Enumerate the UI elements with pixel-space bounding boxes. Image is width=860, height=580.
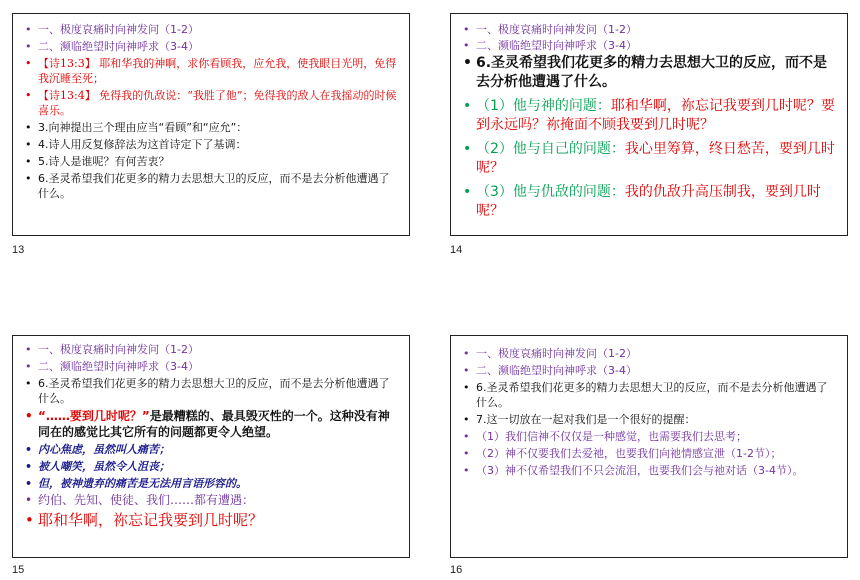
line-text: 耶和华啊，祢忘记我要到几时呢？ [38,511,264,529]
page-number: 15 [12,564,25,576]
slide-line: • 【诗13:4】 免得我的仇敌说：“我胜了他”；免得我的敌人在我摇动的时候喜乐。 [25,89,397,117]
line-text: 一、极度哀痛时向神发问（1-2） [476,347,637,360]
slide-line: • （1）他与神的问题：耶和华啊，祢忘记我要到几时呢？要到永远吗？祢掩面不顾我要到几时呢？ [463,98,835,133]
slide-line: • 6.圣灵希望我们花更多的精力去思想大卫的反应，而不是去分析他遭遇了什么。 [463,381,828,409]
slide-15 [12,335,410,558]
slide-line: • （2）他与自己的问题：我心里筹算，终日愁苦，要到几时呢？ [463,141,835,176]
slide-line: • 5.诗人是谁呢？有何苦衷？ [25,155,170,168]
line-text: 我心里筹算，终日愁苦，要到几时呢？ [476,141,835,176]
line-text: 被人嘲笑，虽然令人沮丧； [38,460,170,473]
line-text: 内心焦虑，虽然叫人痛苦； [38,443,170,456]
slide-line: • 二、濒临绝望时向神呼求（3-4） [25,360,199,373]
page-number: 13 [12,244,25,256]
slide-line: • 【诗13:3】 耶和华我的神啊，求你看顾我，应允我，使我眼目光明，免得我沉睡至死； [25,57,397,85]
slide-line: • （3）神不仅希望我们不只会流泪，也要我们会与祂对话（3-4节）。 [463,464,804,477]
line-text: 6.圣灵希望我们花更多的精力去思想大卫的反应，而不是去分析他遭遇了什么。 [38,172,390,200]
line-text: 6.圣灵希望我们花更多的精力去思想大卫的反应，而不是去分析他遭遇了什么。 [476,381,828,409]
line-text: 二、濒临绝望时向神呼求（3-4） [476,364,637,377]
line-text: 5.诗人是谁呢？有何苦衷？ [38,155,170,168]
line-text: 一、极度哀痛时向神发问（1-2） [38,343,199,356]
page-number: 14 [450,244,463,256]
line-text: 约伯、先知、使徒、我们……都有遭遇： [38,493,255,507]
slide-line: • 一、极度哀痛时向神发问（1-2） [25,343,199,356]
slide-line: • 二、濒临绝望时向神呼求（3-4） [463,39,637,52]
slide-line: • 约伯、先知、使徒、我们……都有遭遇： [25,493,255,507]
slide-line: • “……要到几时呢？”是最糟糕的、最具毁灭性的一个。这种没有神同在的感觉比其它所有的问题都更令人绝望。 [25,409,390,439]
slide-line: • 内心焦虑，虽然叫人痛苦； [25,443,170,456]
line-text: 二、濒临绝望时向神呼求（3-4） [476,39,637,52]
line-text: 是最糟糕的、最具毁灭性的一个。这种没有神同在的感觉比其它所有的问题都更令人绝望。 [38,409,390,439]
line-text: （3）神不仅希望我们不只会流泪，也要我们会与祂对话（3-4节）。 [476,464,804,477]
slide-line: • 6.圣灵希望我们花更多的精力去思想大卫的反应，而不是去分析他遭遇了什么。 [25,377,390,405]
line-text: 3.向神提出三个理由应当“看顾”和“应允”： [38,121,248,134]
line-label: （3）他与仇敌的问题： [476,184,625,200]
line-highlight: “……要到几时呢？” [38,409,150,423]
slide-line: • （2）神不仅要我们去爱祂，也要我们向祂情感宣泄（1-2节）； [463,447,782,460]
line-label: （2）他与自己的问题： [476,141,625,157]
slide-line: • 6.圣灵希望我们花更多的精力去思想大卫的反应，而不是去分析他遭遇了什么。 [25,172,390,200]
slide-line: • 二、濒临绝望时向神呼求（3-4） [463,364,637,377]
page-number: 16 [450,564,463,576]
slide-14 [450,13,848,236]
line-text: 二、濒临绝望时向神呼求（3-4） [38,360,199,373]
line-label: （1）他与神的问题： [476,98,611,114]
slide-line: • 4.诗人用反复修辞法为这首诗定下了基调： [25,138,247,151]
slide-line: • 7.这一切放在一起对我们是一个很好的提醒： [463,413,696,426]
line-text: 耶和华啊，祢忘记我要到几时呢？要到永远吗？祢掩面不顾我要到几时呢？ [476,98,835,133]
line-text: 7.这一切放在一起对我们是一个很好的提醒： [476,413,696,426]
line-text: 4.诗人用反复修辞法为这首诗定下了基调： [38,138,247,151]
slide-line: • 一、极度哀痛时向神发问（1-2） [463,347,637,360]
line-text: 【诗13:4】 免得我的仇敌说：“我胜了他”；免得我的敌人在我摇动的时候喜乐。 [38,89,397,117]
line-text: （2）神不仅要我们去爱祂，也要我们向祂情感宣泄（1-2节）； [476,447,782,460]
slide-13 [12,13,410,236]
slide-line: • 6.圣灵希望我们花更多的精力去思想大卫的反应，而不是去分析他遭遇了什么。 [463,55,828,90]
line-text: 二、濒临绝望时向神呼求（3-4） [38,40,199,53]
slide-line: • 耶和华啊，祢忘记我要到几时呢？ [25,511,264,529]
slide-line: • （1）我们信神不仅仅是一种感觉，也需要我们去思考； [463,430,747,443]
line-text: 6.圣灵希望我们花更多的精力去思想大卫的反应，而不是去分析他遭遇了什么。 [38,377,390,405]
slide-line: • 二、濒临绝望时向神呼求（3-4） [25,40,199,53]
slide-line: • 被人嘲笑，虽然令人沮丧； [25,460,170,473]
slide-line: • 3.向神提出三个理由应当“看顾”和“应允”： [25,121,248,134]
slide-line: • 但，被神遗弃的痛苦是无法用言语形容的。 [25,477,247,490]
slide-line: • 一、极度哀痛时向神发问（1-2） [463,23,637,36]
line-text: 一、极度哀痛时向神发问（1-2） [38,23,199,36]
line-text: 我的仇敌升高压制我，要到几时呢？ [476,184,821,219]
line-text: 一、极度哀痛时向神发问（1-2） [476,23,637,36]
line-text: 6.圣灵希望我们花更多的精力去思想大卫的反应，而不是去分析他遭遇了什么。 [476,55,828,90]
line-text: （1）我们信神不仅仅是一种感觉，也需要我们去思考； [476,430,747,443]
slide-16 [450,335,848,558]
slide-line: • 一、极度哀痛时向神发问（1-2） [25,23,199,36]
line-text: 但，被神遗弃的痛苦是无法用言语形容的。 [38,477,247,490]
line-text: 【诗13:3】 耶和华我的神啊，求你看顾我，应允我，使我眼目光明，免得我沉睡至死； [38,57,397,85]
slide-line: • （3）他与仇敌的问题：我的仇敌升高压制我，要到几时呢？ [463,184,821,219]
